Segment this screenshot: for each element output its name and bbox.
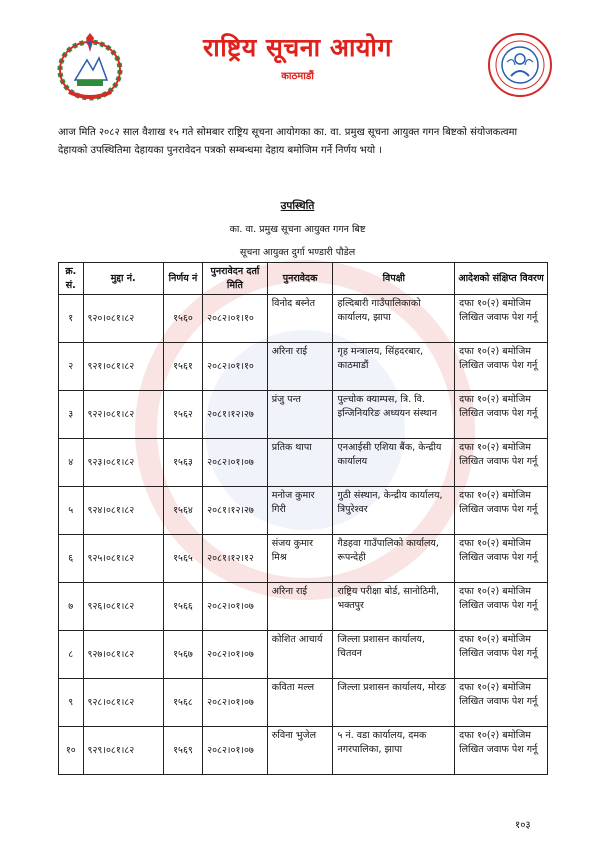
cell-date: २०८२।०१।१०: [203, 343, 268, 391]
cell-case-no: ९२५।०८१।८२: [83, 535, 163, 583]
cell-respondent: गृह मन्त्रालय, सिंहदरबार, काठमाडौं: [333, 343, 455, 391]
cell-date: २०८२।०१।०७: [203, 727, 268, 775]
cell-appellant: संजय कुमार मिश्र: [267, 535, 333, 583]
cell-respondent: गुठी संस्थान, केन्द्रीय कार्यालय, त्रिपुरेश्वर: [333, 487, 455, 535]
cell-sn: ४: [59, 439, 84, 487]
cell-date: २०८२।०१।०७: [203, 583, 268, 631]
cell-decision-no: १५६८: [163, 679, 202, 727]
table-header-row: [59, 263, 548, 295]
cell-decision-no: १५६७: [163, 631, 202, 679]
cell-sn: १०: [59, 727, 84, 775]
attendance-member: का. वा. प्रमुख सूचना आयुक्त गगन बिष्ट: [229, 224, 366, 235]
cell-respondent: जिल्ला प्रशासन कार्यालय, चितवन: [333, 631, 455, 679]
intro-paragraph: आज मिति २०८२ साल वैशाख १५ गते सोमबार राष्ट्रिय सूचना आयोगका का. वा. प्रमुख सूचना आयुक्त गगन बिष्टको संयोजकत्वमा देहायको उपस्थितिमा देहायका पुनरावेदन पत्रको सम्बन्धमा देहाय बमोजिम गर्ने निर्णय भयो ।: [58, 127, 518, 156]
table-row: [59, 343, 548, 391]
column-header-order: आदेशको संक्षिप्त विवरण: [455, 263, 548, 295]
cell-sn: ५: [59, 487, 84, 535]
cell-case-no: ९२७।०८१।८२: [83, 631, 163, 679]
cell-decision-no: १५६९: [163, 727, 202, 775]
cell-appellant: अरिना राई: [267, 343, 333, 391]
table-row: [59, 391, 548, 439]
cell-respondent: हल्दिबारी गाउँपालिकाको कार्यालय, झापा: [333, 295, 455, 343]
column-header-date: पुनरावेदन दर्ता मिति: [203, 263, 268, 295]
cell-decision-no: १५६०: [163, 295, 202, 343]
column-header-decision-no: निर्णय नं: [163, 263, 202, 295]
cell-decision-no: १५६३: [163, 439, 202, 487]
cell-order: दफा १०(२) बमोजिम लिखित जवाफ पेश गर्नू: [455, 439, 548, 487]
cell-decision-no: १५६५: [163, 535, 202, 583]
attendance-member: सूचना आयुक्त दुर्गा भण्डारी पौडेल: [239, 247, 356, 258]
page-number: १०३: [515, 820, 531, 831]
cell-case-no: ९२३।०८१।८२: [83, 439, 163, 487]
cell-respondent: ५ नं. वडा कार्यालय, दमक नगरपालिका, झापा: [333, 727, 455, 775]
cell-order: दफा १०(२) बमोजिम लिखित जवाफ पेश गर्नू: [455, 295, 548, 343]
cell-date: २०८२।०१।०७: [203, 439, 268, 487]
appeals-table: [58, 262, 548, 775]
page-subtitle: काठमाडौं: [281, 71, 314, 82]
cell-appellant: विनोद बस्नेत: [267, 295, 333, 343]
cell-appellant: रुविना भुजेल: [267, 727, 333, 775]
page-title: राष्ट्रिय सूचना आयोग: [203, 33, 392, 62]
cell-sn: ९: [59, 679, 84, 727]
cell-case-no: ९२१।०८१।८२: [83, 343, 163, 391]
column-header-appellant: पुनरावेदक: [267, 263, 333, 295]
cell-date: २०८२।०१।०७: [203, 679, 268, 727]
cell-appellant: कोशित आचार्य: [267, 631, 333, 679]
table-row: [59, 487, 548, 535]
cell-sn: १: [59, 295, 84, 343]
cell-decision-no: १५६१: [163, 343, 202, 391]
cell-order: दफा १०(२) बमोजिम लिखित जवाफ पेश गर्नू: [455, 343, 548, 391]
column-header-respondent: विपक्षी: [333, 263, 455, 295]
cell-sn: ३: [59, 391, 84, 439]
cell-date: २०८२।०१।०७: [203, 631, 268, 679]
cell-order: दफा १०(२) बमोजिम लिखित जवाफ पेश गर्नू: [455, 679, 548, 727]
cell-case-no: ९२८।०८१।८२: [83, 679, 163, 727]
cell-date: २०८१।१२।१२: [203, 535, 268, 583]
cell-sn: ७: [59, 583, 84, 631]
cell-appellant: प्रंजु पन्त: [267, 391, 333, 439]
cell-date: २०८२।०१।१०: [203, 295, 268, 343]
cell-case-no: ९२२।०८१।८२: [83, 391, 163, 439]
table-row: [59, 295, 548, 343]
table-row: [59, 583, 548, 631]
cell-sn: २: [59, 343, 84, 391]
cell-sn: ६: [59, 535, 84, 583]
cell-case-no: ९२६।०८१।८२: [83, 583, 163, 631]
table-row: [59, 679, 548, 727]
cell-date: २०८१।१२।२७: [203, 487, 268, 535]
cell-respondent: पुल्चोक क्याम्पस, त्रि. वि. इन्जिनियरिङ अध्ययन संस्थान: [333, 391, 455, 439]
cell-order: दफा १०(२) बमोजिम लिखित जवाफ पेश गर्नू: [455, 583, 548, 631]
cell-case-no: ९२९।०८१।८२: [83, 727, 163, 775]
cell-decision-no: १५६२: [163, 391, 202, 439]
cell-respondent: गैडहवा गाउँपालिको कार्यालय, रूपन्देही: [333, 535, 455, 583]
column-header-sn: क्र. सं.: [59, 263, 84, 295]
cell-respondent: एनआईसी एशिया बैंक, केन्द्रीय कार्यालय: [333, 439, 455, 487]
cell-respondent: जिल्ला प्रशासन कार्यालय, मोरङ: [333, 679, 455, 727]
column-header-case-no: मुद्दा नं.: [83, 263, 163, 295]
cell-case-no: ९२०।०८१।८२: [83, 295, 163, 343]
cell-order: दफा १०(२) बमोजिम लिखित जवाफ पेश गर्नू: [455, 535, 548, 583]
cell-appellant: अरिना राई: [267, 583, 333, 631]
cell-order: दफा १०(२) बमोजिम लिखित जवाफ पेश गर्नू: [455, 631, 548, 679]
table-row: [59, 439, 548, 487]
cell-decision-no: १५६४: [163, 487, 202, 535]
cell-decision-no: १५६६: [163, 583, 202, 631]
cell-order: दफा १०(२) बमोजिम लिखित जवाफ पेश गर्नू: [455, 391, 548, 439]
cell-appellant: प्रतिक थापा: [267, 439, 333, 487]
cell-order: दफा १०(२) बमोजिम लिखित जवाफ पेश गर्नू: [455, 727, 548, 775]
cell-appellant: मनोज कुमार गिरी: [267, 487, 333, 535]
cell-date: २०८१।१२।२७: [203, 391, 268, 439]
cell-appellant: कविता मल्ल: [267, 679, 333, 727]
table-row: [59, 727, 548, 775]
cell-respondent: राष्ट्रिय परीक्षा बोर्ड, सानोठिमी, भक्तपुर: [333, 583, 455, 631]
cell-order: दफा १०(२) बमोजिम लिखित जवाफ पेश गर्नू: [455, 487, 548, 535]
table-row: [59, 535, 548, 583]
cell-case-no: ९२४।०८१।८२: [83, 487, 163, 535]
table-row: [59, 631, 548, 679]
commission-seal-icon: [487, 32, 553, 98]
attendance-heading: उपस्थिति: [280, 200, 315, 212]
cell-sn: ८: [59, 631, 84, 679]
